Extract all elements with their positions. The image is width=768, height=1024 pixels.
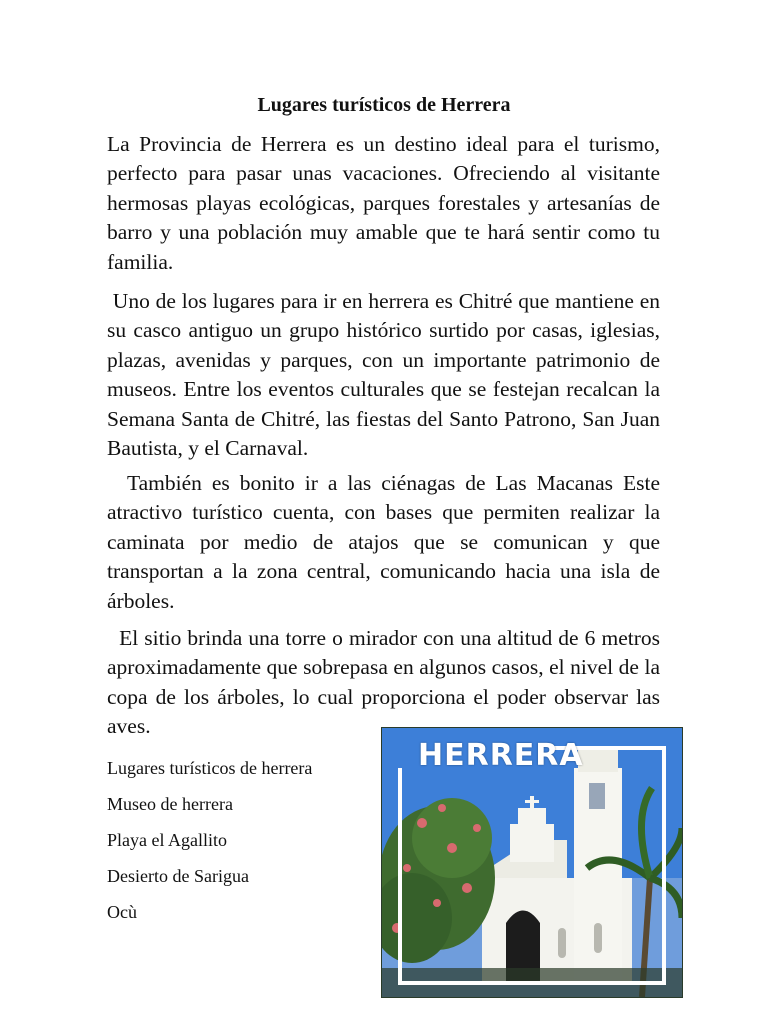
- document-title: Lugares turísticos de Herrera: [257, 94, 511, 116]
- paragraph-mirador: El sitio brinda una torre o mirador con una altitud de 6 metros aproximadamente que sobrepasa en algunos casos, el nivel de la copa de los árboles, lo cual proporciona el poder observar las aves.: [107, 626, 660, 739]
- list-item: Lugares turísticos de herrera: [107, 758, 313, 778]
- paragraph-intro: La Provincia de Herrera es un destino ideal para el turismo, perfecto para pasar unas vacaciones. Ofreciendo al visitante hermosas playas ecológicas, parques forestales y artesanías de barro y una población muy amable que te hará sentir como tu familia.: [107, 132, 660, 274]
- places-list: [107, 750, 312, 930]
- photo-title: HERRERA: [418, 738, 584, 773]
- list-item: Desierto de Sarigua: [107, 866, 249, 886]
- herrera-church-photo: [381, 727, 683, 998]
- list-item: Playa el Agallito: [107, 830, 227, 850]
- list-item: Ocù: [107, 902, 137, 922]
- list-item: Museo de herrera: [107, 794, 233, 814]
- paragraph-chitre: Uno de los lugares para ir en herrera es Chitré que mantiene en su casco antiguo un grupo histórico surtido por casas, iglesias, plazas, avenidas y parques, con un importante patrimonio de museos. Entre los eventos culturales que se festejan recalcan la Semana Santa de Chitré, las fiestas del Santo Patrono, San Juan Bautista, y el Carnaval.: [107, 289, 660, 461]
- paragraph-cienagas: También es bonito ir a las ciénagas de Las Macanas Este atractivo turístico cuenta, con bases que permiten realizar la caminata por medio de atajos que se comunican y que transportan a la zona central, comunicando hacia una isla de árboles.: [107, 471, 660, 613]
